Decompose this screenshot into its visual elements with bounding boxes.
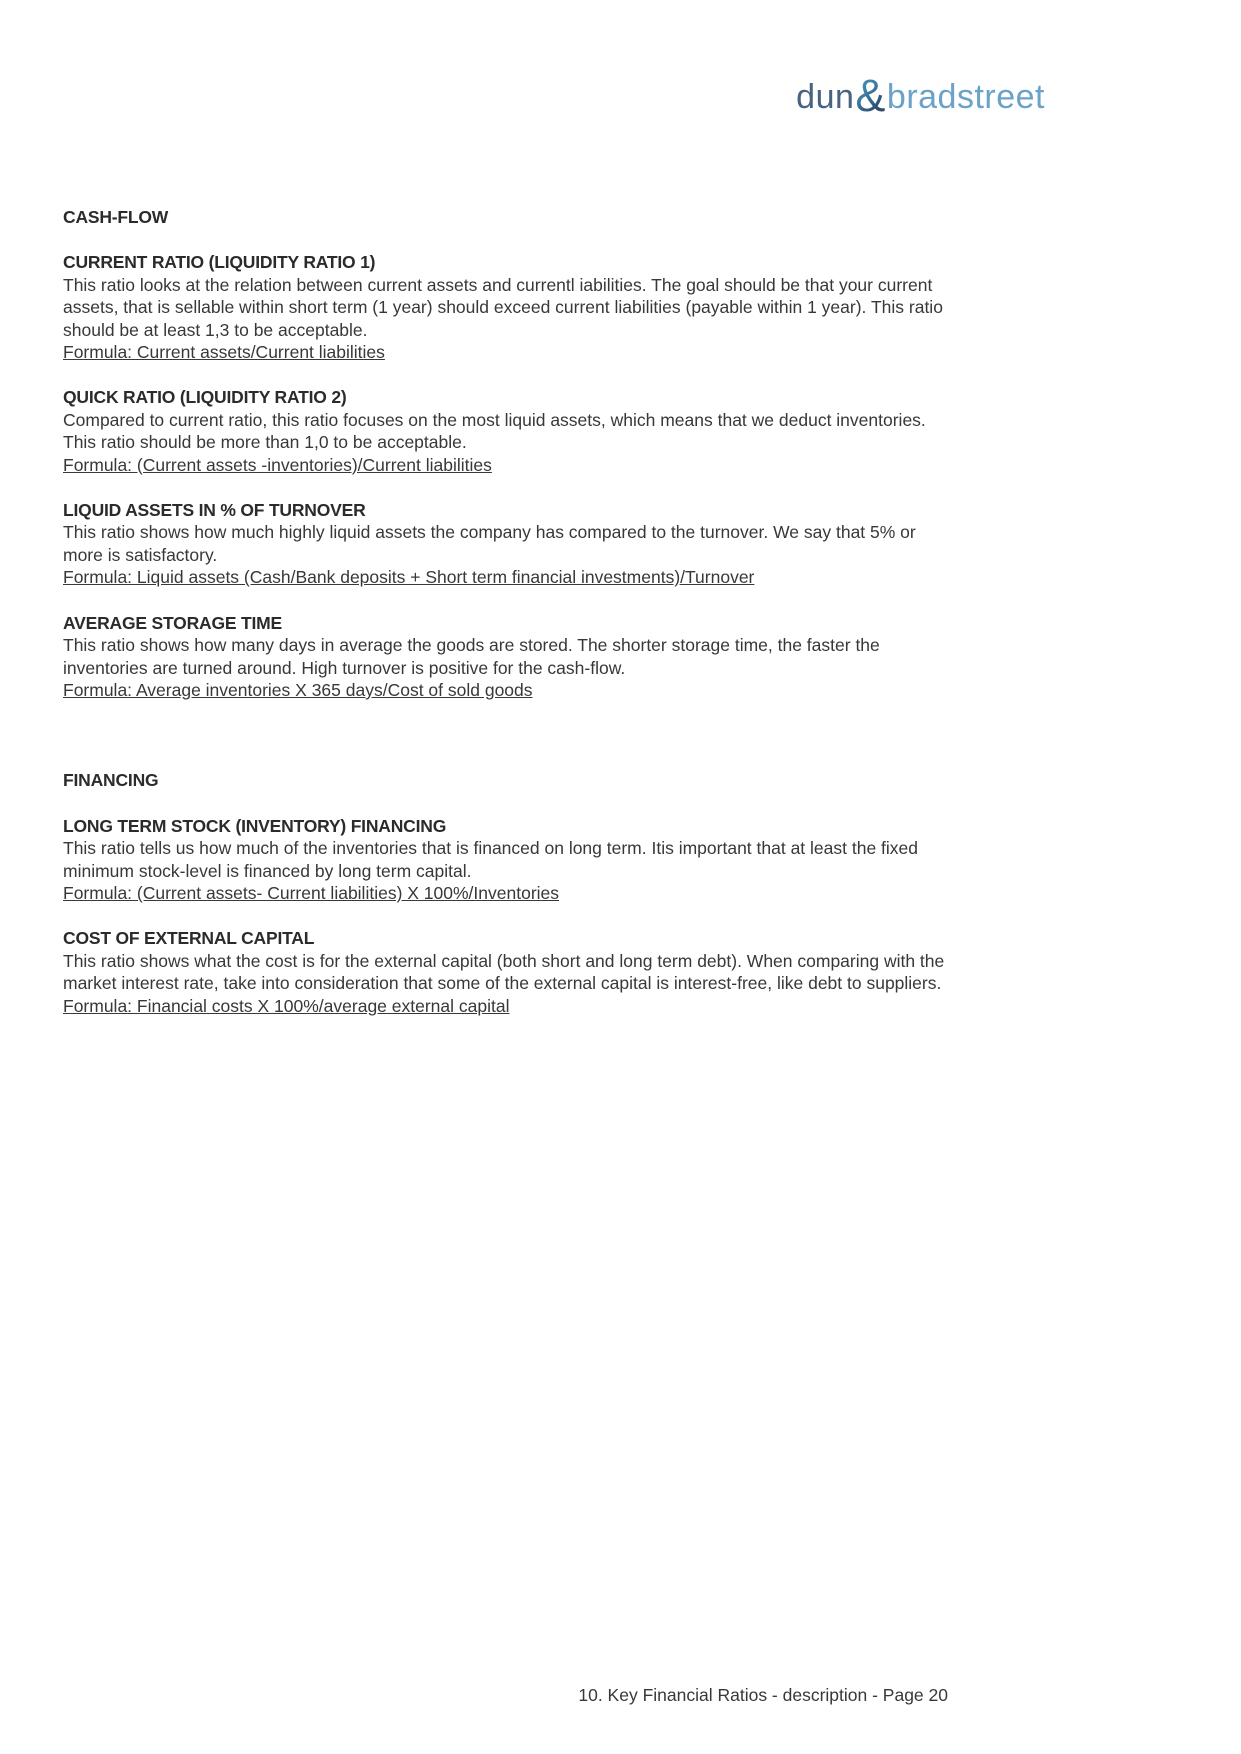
entry-body: This ratio shows how many days in average the goods are stored. The shorter storage time, the faster the inventories are turned around. High turnover is positive for the cash-flow. [63,635,880,678]
entry-formula: Formula: Liquid assets (Cash/Bank deposits + Short term financial investments)/Turnover [63,567,755,588]
entry-heading: LONG TERM STOCK (INVENTORY) FINANCING [63,815,447,836]
ratio-entry-average-storage-time [63,612,948,702]
section-cash-flow [63,206,948,701]
ratio-entry-current-ratio [63,251,948,363]
entry-heading: QUICK RATIO (LIQUIDITY RATIO 2) [63,387,347,408]
logo-text-bradstreet: bradstreet [886,78,1045,116]
page-footer: 10. Key Financial Ratios - description - Page 20 [578,1685,948,1705]
logo-text-dun: dun [796,78,855,116]
ratio-entry-quick-ratio [63,386,948,476]
section-financing [63,769,948,1017]
ratio-entry-liquid-assets [63,499,948,589]
dun-bradstreet-logo [796,70,1045,121]
entry-formula: Formula: Average inventories X 365 days/Cost of sold goods [63,679,533,700]
section-title-financing: FINANCING [63,770,159,791]
entry-body: Compared to current ratio, this ratio focuses on the most liquid assets, which means that we deduct inventories. This ratio should be more than 1,0 to be acceptable. [63,409,926,453]
section-title-cash-flow: CASH-FLOW [63,207,169,227]
logo-ampersand-icon: & [855,70,886,121]
entry-formula: Formula: (Current assets- Current liabilities) X 100%/Inventories [63,882,560,903]
ratio-entry-long-term-stock-financing [63,815,948,905]
entry-body: This ratio tells us how much of the inventories that is financed on long term. Itis important that at least the fixed minimum stock-level is financed by long term capital. [63,838,919,881]
entry-body: This ratio looks at the relation between current assets and currentl iabilities. The goal should be that your current assets, that is sellable within short term (1 year) should exceed current liabilities (payable within 1 year). This ratio should be at least 1,3 to be acceptable. [63,274,943,340]
entry-formula: Formula: (Current assets -inventories)/Current liabilities [63,454,492,475]
entry-formula: Formula: Financial costs X 100%/average external capital [63,995,510,1016]
entry-body: This ratio shows how much highly liquid assets the company has compared to the turnover. We say that 5% or more is satisfactory. [63,522,916,565]
entry-heading: LIQUID ASSETS IN % OF TURNOVER [63,500,366,521]
entry-body: This ratio shows what the cost is for the external capital (both short and long term debt). When comparing with the market interest rate, take into consideration that some of the external capital is interest-free, like debt to suppliers. [63,950,945,994]
entry-heading: CURRENT RATIO (LIQUIDITY RATIO 1) [63,252,376,273]
entry-heading: AVERAGE STORAGE TIME [63,612,282,633]
ratio-entry-cost-of-external-capital [63,927,948,1017]
entry-formula: Formula: Current assets/Current liabilities [63,342,385,363]
document-body [63,206,948,1017]
entry-heading: COST OF EXTERNAL CAPITAL [63,928,315,949]
